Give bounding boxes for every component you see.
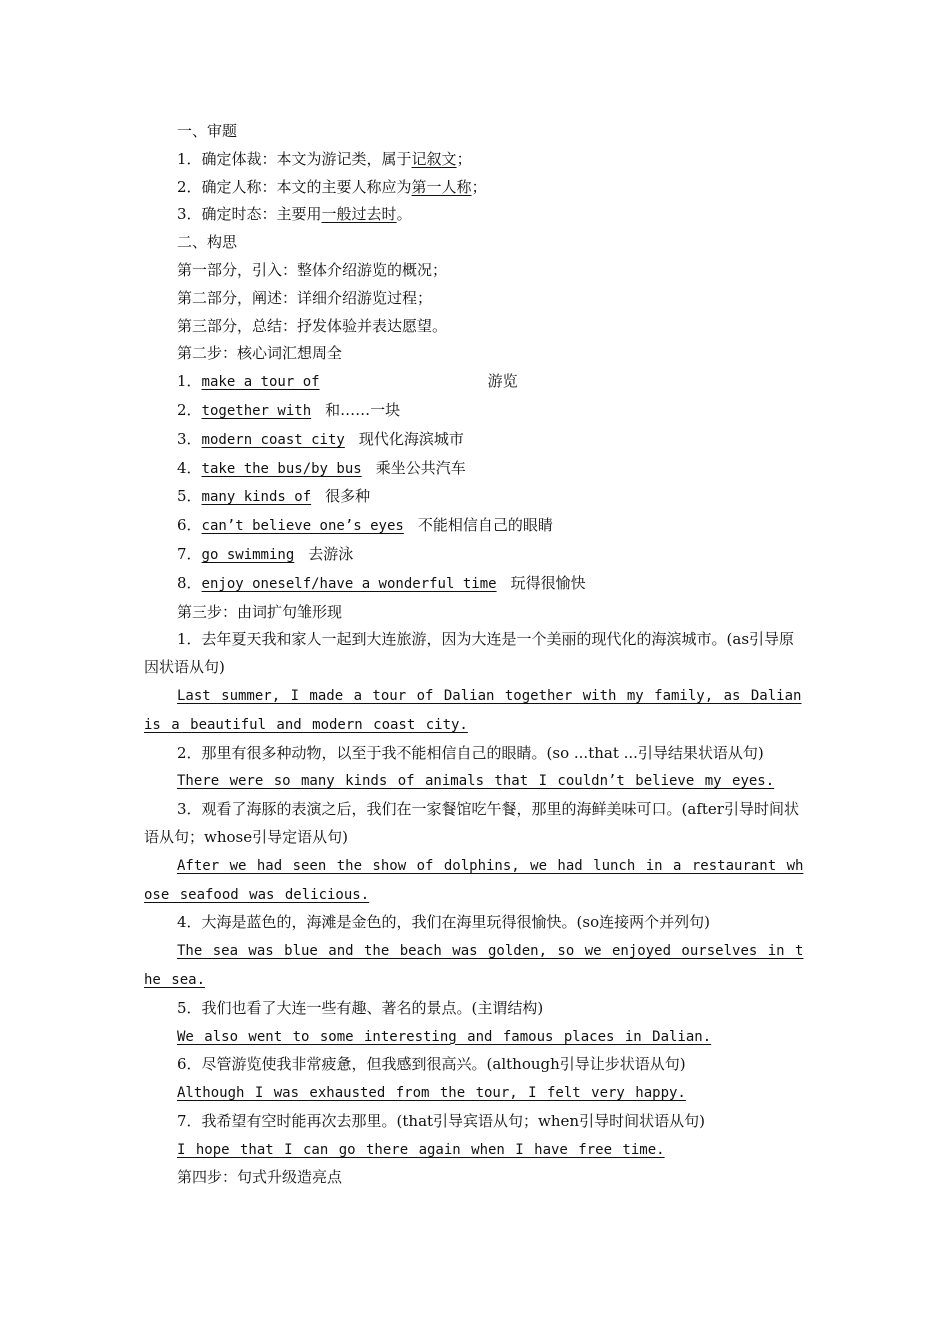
sentence-answer bbox=[144, 1079, 808, 1108]
sentence-prompt: 7．我希望有空时能再次去那里。(that引导宾语从句；when引导时间状语从句) bbox=[177, 1111, 705, 1130]
vocab-english: many kinds of bbox=[201, 489, 312, 506]
outline-part-2: 第二部分，阐述：详细介绍游览过程； bbox=[177, 288, 433, 307]
section-heading-outline: 二、构思 bbox=[177, 233, 238, 252]
vocab-number: 5． bbox=[177, 487, 202, 506]
vocab-english: modern coast city bbox=[201, 431, 345, 448]
outline-part-1: 第一部分，引入：整体介绍游览的概况； bbox=[177, 260, 448, 279]
review-item-punct: ； bbox=[456, 149, 472, 168]
vocab-chinese: 很多种 bbox=[325, 487, 371, 506]
review-item-text: 2．确定人称：本文的主要人称应为 bbox=[177, 177, 412, 196]
sentence-answer bbox=[144, 852, 808, 910]
outline-part-3: 第三部分，总结：抒发体验并表达愿望。 bbox=[177, 316, 448, 335]
sentence-answer-text: After we had seen the show of dolphins, we had lunch in a restaurant whose seafood was delicious. bbox=[144, 857, 804, 903]
vocab-number: 4． bbox=[177, 458, 202, 477]
review-item-tense bbox=[144, 201, 808, 229]
vocab-chinese: 乘坐公共汽车 bbox=[375, 458, 466, 477]
vocab-chinese: 和……一块 bbox=[325, 400, 401, 419]
vocab-chinese: 玩得很愉快 bbox=[510, 573, 586, 592]
sentence-answer bbox=[144, 1136, 808, 1165]
vocab-item bbox=[144, 541, 808, 570]
sentence-answer-text: We also went to some interesting and famous places in Dalian. bbox=[177, 1028, 712, 1045]
sentence-prompt: 3．观看了海豚的表演之后，我们在一家餐馆吃午餐，那里的海鲜美味可口。(after引导时间状语从句；whose引导定语从句) bbox=[144, 800, 799, 846]
vocab-item bbox=[144, 483, 808, 512]
document-page bbox=[144, 118, 808, 1192]
vocab-item bbox=[144, 397, 808, 426]
vocab-chinese: 现代化海滨城市 bbox=[358, 429, 464, 448]
vocab-item bbox=[144, 368, 808, 397]
vocab-item bbox=[144, 570, 808, 599]
vocab-english: enjoy oneself/have a wonderful time bbox=[201, 575, 497, 592]
sentence-answer bbox=[144, 1023, 808, 1052]
step4-heading: 第四步：句式升级造亮点 bbox=[177, 1168, 343, 1187]
review-item-punct: 。 bbox=[396, 205, 412, 224]
sentence-prompt: 6．尽管游览使我非常疲惫，但我感到很高兴。(although引导让步状语从句) bbox=[177, 1055, 686, 1074]
vocab-english: go swimming bbox=[201, 546, 295, 563]
vocab-english: take the bus/by bus bbox=[201, 460, 362, 477]
review-item-punct: ； bbox=[471, 177, 487, 196]
vocab-english: make a tour of bbox=[201, 374, 320, 391]
sentence-prompt: 5．我们也看了大连一些有趣、著名的景点。(主谓结构) bbox=[177, 998, 544, 1017]
review-item-text: 3．确定时态：主要用 bbox=[177, 205, 322, 224]
sentence-answer bbox=[144, 937, 808, 995]
sentence-answer-text: Although I was exhausted from the tour, I felt very happy. bbox=[177, 1085, 686, 1102]
sentence-answer-text: The sea was blue and the beach was golden, so we enjoyed ourselves in the sea. bbox=[144, 943, 804, 988]
vocab-chinese: 游览 bbox=[487, 372, 518, 391]
vocab-english: together with bbox=[201, 402, 312, 419]
sentence-prompt: 2．那里有很多种动物，以至于我不能相信自己的眼睛。(so ...that ...引导结果状语从句) bbox=[177, 743, 764, 762]
vocab-item bbox=[144, 426, 808, 455]
vocab-chinese: 去游泳 bbox=[308, 544, 354, 563]
vocab-item bbox=[144, 455, 808, 484]
vocab-number: 8． bbox=[177, 573, 202, 592]
sentence-answer bbox=[144, 682, 808, 740]
review-item-answer: 第一人称 bbox=[411, 177, 472, 196]
vocab-number: 1． bbox=[177, 372, 202, 391]
review-item-text: 1．确定体裁：本文为游记类，属于 bbox=[177, 149, 412, 168]
sentence-answer-text: I hope that I can go there again when I have free time. bbox=[177, 1141, 665, 1158]
sentence-answer bbox=[144, 767, 808, 796]
vocab-number: 2． bbox=[177, 400, 202, 419]
vocab-number: 3． bbox=[177, 429, 202, 448]
vocab-chinese: 不能相信自己的眼睛 bbox=[417, 516, 553, 535]
vocab-number: 6． bbox=[177, 516, 202, 535]
review-item-person bbox=[144, 174, 808, 202]
review-item-genre bbox=[144, 146, 808, 174]
sentence-answer-text: Last summer, I made a tour of Dalian together with my family, as Dalian is a beautiful and modern coast city. bbox=[144, 687, 802, 733]
section-heading-review: 一、审题 bbox=[177, 122, 238, 140]
step2-heading: 第二步：核心词汇想周全 bbox=[177, 344, 343, 363]
review-item-answer: 一般过去时 bbox=[321, 205, 397, 224]
vocab-item bbox=[144, 512, 808, 541]
vocab-english: can’t believe one’s eyes bbox=[201, 518, 404, 535]
sentence-prompt: 4．大海是蓝色的，海滩是金色的，我们在海里玩得很愉快。(so连接两个并列句) bbox=[177, 913, 710, 932]
step3-heading: 第三步：由词扩句雏形现 bbox=[177, 602, 343, 621]
sentence-prompt: 1．去年夏天我和家人一起到大连旅游，因为大连是一个美丽的现代化的海滨城市。(as引导原因状语从句) bbox=[144, 630, 795, 677]
sentence-answer-text: There were so many kinds of animals that I couldn’t believe my eyes. bbox=[177, 773, 775, 790]
review-item-answer: 记叙文 bbox=[411, 149, 457, 168]
vocab-number: 7． bbox=[177, 544, 202, 563]
